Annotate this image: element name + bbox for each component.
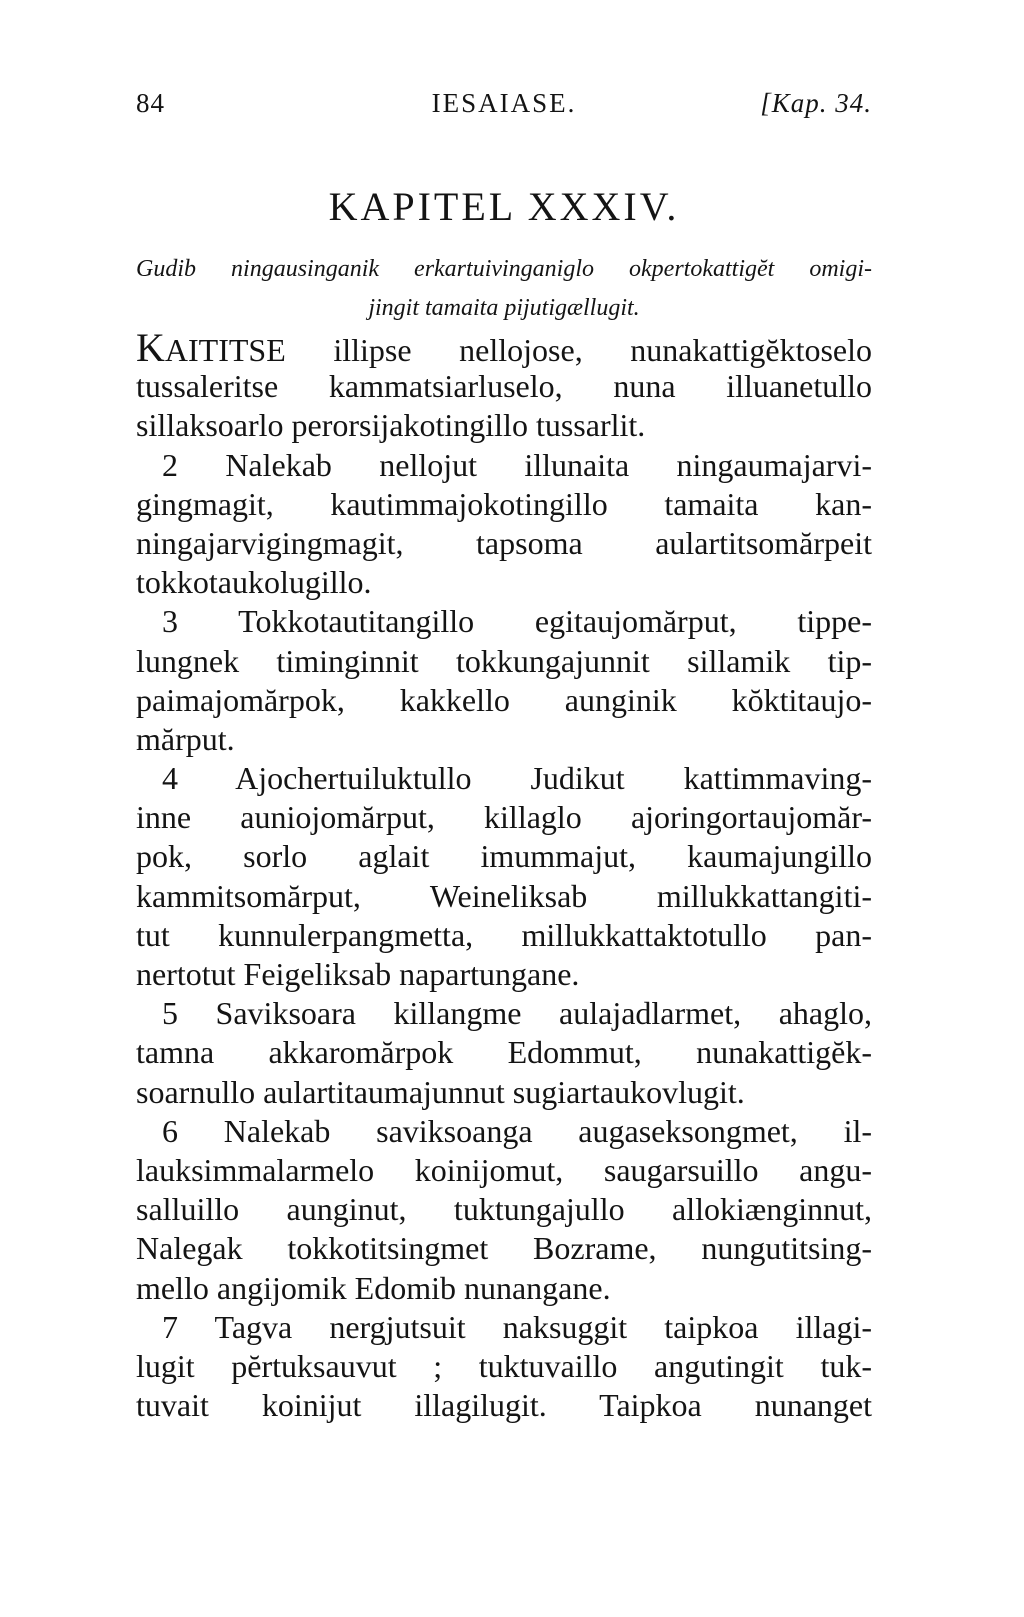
verse-2	[136, 446, 872, 603]
verse-line: tuvait koinijut illagilugit. Taipkoa nunanget	[136, 1387, 872, 1424]
chapter-reference: [Kap. 34.	[760, 88, 872, 118]
verse-line: 6 Nalekab saviksoanga augaseksongmet, il-	[162, 1112, 872, 1149]
verse-line: KAITITSE illipse nellojose, nunakattigĕktoselo	[136, 325, 872, 370]
verse-line: sillaksoarlo perorsijakotingillo tussarlit.	[136, 407, 646, 444]
summary-line: jingit tamaita pijutigællugit.	[368, 295, 640, 322]
verse-line: 4 Ajochertuiluktullo Judikut kattimmaving-	[162, 760, 872, 797]
verse-line: Nalegak tokkotitsingmet Bozrame, nungutitsing-	[136, 1230, 872, 1267]
book-title: IESAIASE.	[431, 88, 577, 118]
verse-line: 2 Nalekab nellojut illunaita ningaumajarvi-	[162, 446, 872, 483]
verse-line: pok, sorlo aglait imummajut, kaumajungillo	[136, 838, 872, 875]
verse-line: lugit pĕrtuksauvut ; tuktuvaillo angutingit tuk-	[136, 1347, 872, 1384]
verse-line: kammitsomărput, Weineliksab millukkattangiti-	[136, 877, 872, 914]
chapter-title: KAPITEL XXXIV.	[328, 184, 680, 229]
verse-line: mello angijomik Edomib nunangane.	[136, 1269, 611, 1306]
verse-line: 5 Saviksoara killangme aulajadlarmet, ahaglo,	[162, 995, 872, 1032]
verse-line: lauksimmalarmelo koinijomut, saugarsuillo angu-	[136, 1151, 872, 1188]
verse-4	[136, 759, 872, 994]
first-word: AITITSE	[164, 332, 286, 368]
verse-line: inne auniojomărput, killaglo ajoringortaujomăr-	[136, 799, 872, 836]
summary-line: Gudib ningausinganik erkartuivinganiglo okpertokattigĕt omigi-	[136, 256, 872, 282]
verse-6	[136, 1112, 872, 1308]
drop-cap: K	[136, 325, 165, 370]
verse-line: 7 Tagva nergjutsuit naksuggit taipkoa illagi-	[162, 1308, 872, 1345]
verse-line: nertotut Feigeliksab napartungane.	[136, 956, 580, 992]
verse-line: salluillo aunginut, tuktungajullo allokiænginnut,	[136, 1191, 872, 1228]
verse-1	[136, 325, 872, 446]
verse-line: gingmagit, kautimmajokotingillo tamaita kan-	[136, 485, 872, 522]
verse-line: lungnek timinginnit tokkungajunnit sillamik tip-	[136, 642, 872, 679]
verse-line: tut kunnulerpangmetta, millukkattaktotullo pan-	[136, 916, 872, 953]
verse-7	[136, 1308, 872, 1426]
verse-line: 3 Tokkotautitangillo egitaujomărput, tippe-	[162, 603, 872, 640]
verse-text	[136, 325, 872, 1425]
verse-line: ningajarvigingmagit, tapsoma aulartitsomărpeit	[136, 524, 872, 561]
verse-5	[136, 994, 872, 1112]
page-number: 84	[136, 88, 165, 118]
verse-line: soarnullo aulartitaumajunnut sugiartaukovlugit.	[136, 1073, 745, 1110]
verse-line: tussaleritse kammatsiarluselo, nuna illuanetullo	[136, 368, 872, 405]
verse-3	[136, 602, 872, 759]
verse-line: mărput.	[136, 720, 235, 757]
verse-line: tokkotaukolugillo.	[136, 564, 372, 601]
verse-line: paimajomărpok, kakkello aunginik kŏktitaujo-	[136, 681, 872, 718]
running-head	[136, 88, 872, 128]
chapter-summary	[136, 251, 872, 326]
verse-line: tamna akkaromărpok Edommut, nunakattigĕk-	[136, 1034, 872, 1071]
